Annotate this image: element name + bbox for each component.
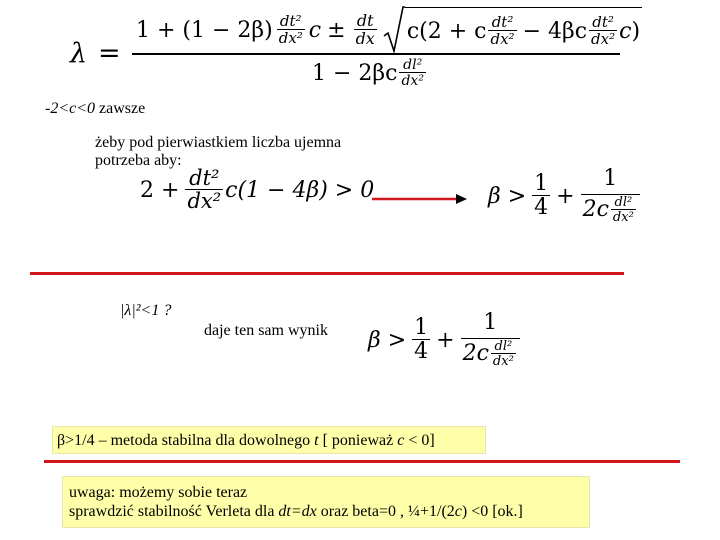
frac-den: dx²: [492, 354, 514, 369]
frac-num: 1: [483, 310, 498, 335]
frac-den: dx: [355, 29, 375, 48]
sqrt-content: [405, 7, 642, 54]
frac-den: 4: [414, 339, 429, 364]
dt2-dx2-fraction: [589, 15, 617, 47]
frac-num: dt: [356, 11, 374, 30]
condition-c-range: -2<c<0: [45, 100, 96, 117]
frac-den: dx²: [187, 189, 222, 213]
lambda-squared-question: |λ|²<1 ?: [120, 302, 172, 319]
frac-num: 1: [414, 315, 429, 340]
stable-part2: [ ponieważ: [318, 432, 398, 449]
frac-den: dx²: [490, 30, 515, 48]
stable-method-box: [52, 426, 486, 454]
quarter-fraction: [532, 173, 550, 219]
two-c: 2c: [462, 341, 489, 366]
dt2-dx2-fraction: [185, 168, 223, 212]
inequality-right-bottom: [368, 312, 522, 368]
note-c: c: [454, 503, 462, 520]
frac-den: dx²: [401, 73, 424, 89]
frac-den: 4: [534, 195, 549, 220]
numerator-part1: 1 + (1 − 2β): [136, 17, 273, 43]
note-line2a: sprawdzić stabilność Verleta dla: [69, 503, 279, 520]
inverse-fraction: [581, 168, 640, 224]
dl2-dx2-fraction: [491, 340, 516, 368]
dt-dx-fraction: [354, 13, 377, 47]
note-dt-eq-dx: dt=dx: [278, 503, 317, 520]
frac-den: dx²: [278, 29, 303, 47]
lambda-fraction-bar: [132, 53, 620, 55]
separator-line-2: [44, 460, 680, 463]
dl2-dx2-fraction: [611, 196, 636, 224]
condition-line: [45, 100, 145, 118]
sqrt-part1: c(2 + c: [406, 18, 487, 44]
explanation-line-2: potrzeba aby:: [95, 152, 182, 169]
inverse-fraction: [461, 312, 520, 368]
plus-sign: +: [436, 327, 455, 353]
arrow-right-icon: [370, 192, 470, 206]
frac-num: 1: [603, 166, 618, 191]
beta-gt: β >: [368, 327, 407, 353]
inequality-right-top: [488, 168, 642, 224]
stable-part3: < 0]: [404, 432, 435, 449]
note-line2b: oraz beta=0 , ¼+1/(2: [316, 503, 455, 520]
lambda-formula: [68, 2, 641, 94]
explanation-line-1: żeby pod pierwiastkiem liczba ujemna: [95, 134, 342, 151]
ineq-lead: 2 +: [140, 177, 180, 203]
sqrt-part2: − 4βc: [522, 18, 588, 44]
frac-num: dt²: [491, 13, 514, 31]
plus-minus: ±: [327, 17, 346, 43]
ineq-tail: c(1 − 4β) > 0: [225, 177, 375, 203]
dt2-dx2-fraction: [488, 15, 516, 47]
stable-c: c: [397, 432, 405, 449]
frac-den: dx²: [612, 210, 634, 225]
sqrt-close: ): [631, 18, 641, 44]
frac-num: dl²: [494, 339, 513, 354]
frac-num: dl²: [403, 57, 423, 73]
plus-sign: +: [556, 183, 575, 209]
equals-sign: =: [98, 38, 121, 69]
note-line2c: ) <0 [ok.]: [461, 503, 523, 520]
dl2-dx2-fraction: [399, 58, 425, 88]
stable-t: t: [314, 432, 319, 449]
frac-den: [581, 194, 640, 224]
frac-den: dx²: [591, 30, 616, 48]
frac-num: dt²: [592, 13, 614, 31]
same-result-text: daje ten sam wynik: [204, 322, 328, 339]
two-c: 2c: [582, 197, 609, 222]
denominator-part1: 1 − 2βc: [312, 60, 398, 86]
stable-part1: β>1/4 – metoda stabilna dla dowolnego: [57, 432, 315, 449]
c-var: c: [308, 17, 322, 43]
dt2-dx2-fraction: [277, 14, 305, 46]
c-var: c: [619, 18, 632, 44]
note-line-1: uwaga: możemy sobie teraz: [69, 484, 248, 501]
note-box: [62, 476, 590, 528]
frac-num: 1: [534, 171, 549, 196]
sqrt-radical: [383, 6, 642, 54]
quarter-fraction: [412, 317, 430, 363]
frac-num: dt²: [189, 166, 220, 190]
frac-num: dt²: [279, 12, 302, 30]
lambda-numerator: [136, 6, 642, 54]
inequality-left: [140, 168, 374, 212]
condition-word: zawsze: [95, 100, 146, 117]
frac-num: dl²: [614, 195, 633, 210]
lambda-symbol: λ: [70, 38, 88, 69]
separator-line-1: [30, 272, 624, 275]
frac-den: [461, 338, 520, 368]
beta-gt: β >: [488, 183, 527, 209]
sqrt-sign-icon: [383, 6, 405, 54]
note-line-2: [69, 502, 583, 521]
lambda-denominator: [312, 58, 428, 88]
